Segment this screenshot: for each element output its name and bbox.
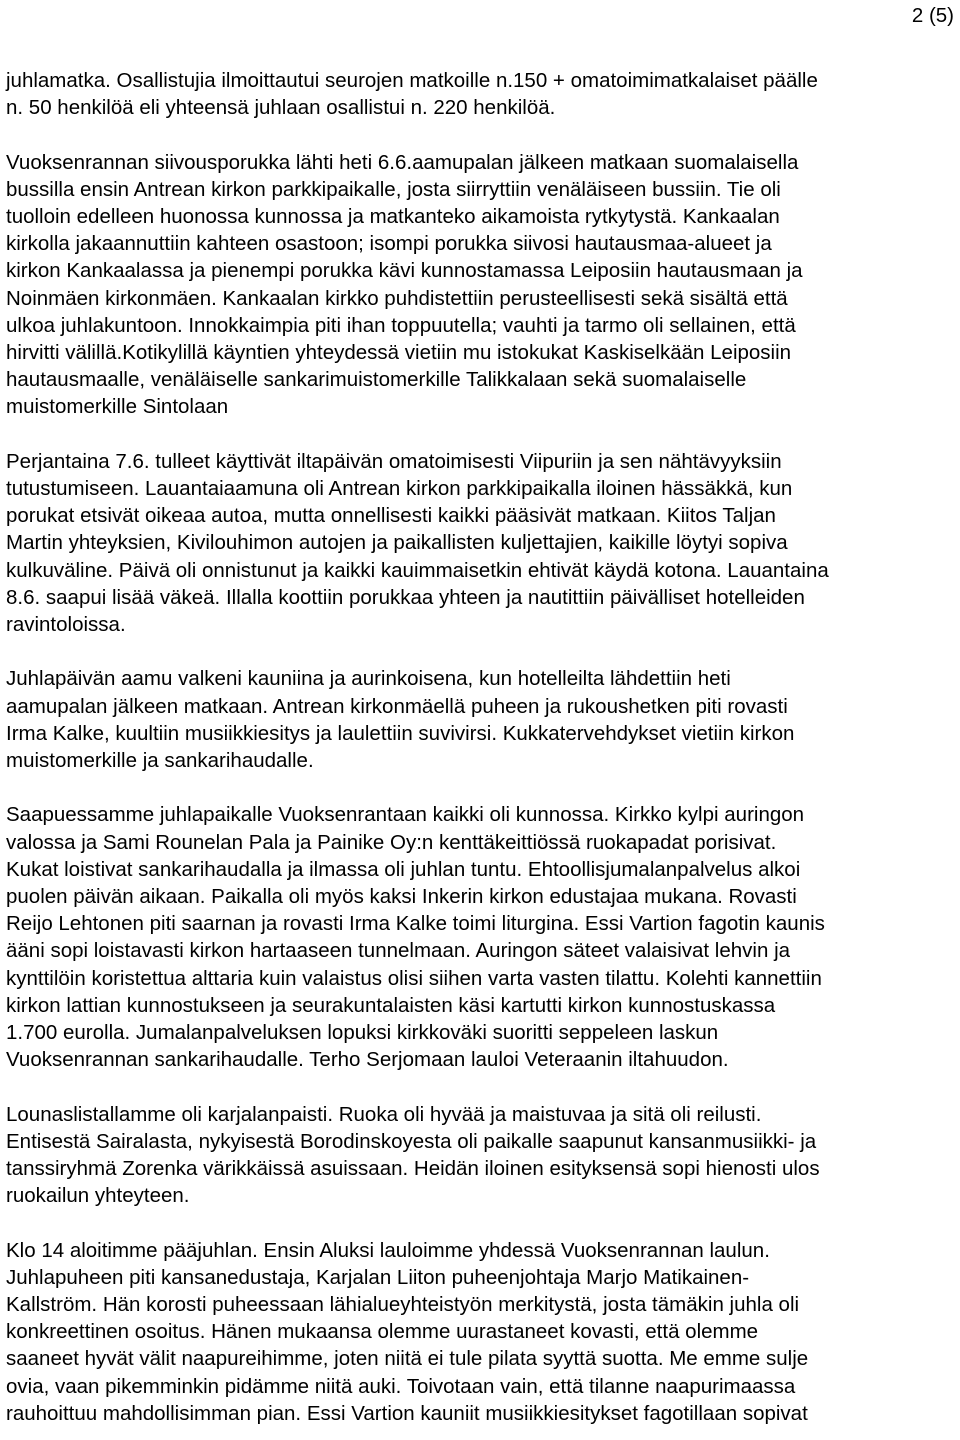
text-line: valossa ja Sami Rounelan Pala ja Painike Oy:n kenttäkeittiössä ruokapadat porisivat. xyxy=(6,830,777,854)
text-line: bussilla ensin Antrean kirkon parkkipaikalle, josta siirryttiin venäläiseen bussiin. Tie oli xyxy=(6,177,781,201)
paragraph-gap xyxy=(6,774,960,801)
text-line: Reijo Lehtonen piti saarnan ja rovasti Irma Kalke toimi liturgina. Essi Vartion fagotin kaunis xyxy=(6,912,825,936)
text-line: Vuoksenrannan sankarihaudalle. Terho Serjomaan lauloi Veteraanin iltahuudon. xyxy=(6,1048,729,1072)
text-line: kynttilöin koristettua alttaria kuin valaistus olisi siihen varta vasten tilattu. Kolehti kannettiin xyxy=(6,966,822,990)
text-line: ravintoloissa. xyxy=(6,613,126,637)
text-line: Martin yhteyksien, Kivilouhimon autojen ja paikallisten kuljettajien, kaikille löytyi sopiva xyxy=(6,531,788,555)
text-line: Klo 14 aloitimme pääjuhlan. Ensin Aluksi lauloimme yhdessä Vuoksenrannan laulun. xyxy=(6,1238,770,1262)
paragraph-6 xyxy=(6,1101,960,1210)
text-line: 1.700 eurolla. Jumalanpalveluksen lopuksi kirkkoväki suoritti seppeleen laskun xyxy=(6,1021,719,1045)
text-line: Kukat loistivat sankarihaudalla ja ilmassa oli juhlan tuntu. Ehtoollisjumalanpalvelus alkoi xyxy=(6,857,801,881)
text-line: aamupalan jälkeen matkaan. Antrean kirkonmäellä puheen ja rukoushetken piti rovasti xyxy=(6,694,788,718)
paragraph-7 xyxy=(6,1237,960,1427)
text-line: ovia, vaan pikemminkin pidämme niitä auki. Toivotaan vain, että tilanne naapurimaassa xyxy=(6,1374,796,1398)
text-line: ulkoa juhlakuntoon. Innokkaimpia piti ihan toppuutella; vauhti ja tarmo oli sellainen, että xyxy=(6,313,796,337)
text-line: muistomerkille Sintolaan xyxy=(6,395,229,419)
text-line: Noinmäen kirkonmäen. Kankaalan kirkko puhdistettiin perusteellisesti sekä sisältä että xyxy=(6,286,788,310)
paragraph-gap xyxy=(6,638,960,665)
text-line: saaneet hyvät välit naapureihimme, joten niitä ei tule pilata syyttä suotta. Me emme sulje xyxy=(6,1347,809,1371)
text-line: hirvitti välillä.Kotikylillä käyntien yhteydessä vietiin mu istokukat Kaskiselkään Leiposiin xyxy=(6,341,792,365)
text-line: Irma Kalke, kuultiin musiikkiesitys ja laulettiin suvivirsi. Kukkatervehdykset vietiin kirkon xyxy=(6,721,795,745)
text-line: kirkon lattian kunnostukseen ja seurakuntalaisten käsi kartutti kirkon kunnostuskassa xyxy=(6,993,776,1017)
paragraph-gap xyxy=(6,1073,960,1100)
text-line: Juhlapäivän aamu valkeni kauniina ja aurinkoisena, kun hotelleilta lähdettiin heti xyxy=(6,667,731,691)
text-line: Saapuessamme juhlapaikalle Vuoksenrantaan kaikki oli kunnossa. Kirkko kylpi auringon xyxy=(6,803,805,827)
text-line: tuolloin edelleen huonossa kunnossa ja matkanteko aikamoista rytkytystä. Kankaalan xyxy=(6,205,780,228)
paragraph-2 xyxy=(6,149,960,421)
paragraph-gap xyxy=(6,421,960,448)
paragraph-4 xyxy=(6,665,960,774)
text-line: konkreettinen osoitus. Hänen mukaansa olemme uurastaneet kovasti, että olemme xyxy=(6,1320,759,1344)
text-line: Lounaslistallamme oli karjalanpaisti. Ruoka oli hyvää ja maistuvaa ja sitä oli reilusti. xyxy=(6,1102,762,1126)
document-body xyxy=(6,67,960,1427)
text-line: puolen päivän aikaan. Paikalla oli myös kaksi Inkerin kirkon edustajaa mukana. Rovasti xyxy=(6,885,797,909)
text-line: porukat etsivät oikeaa autoa, mutta onnellisesti kaikki pääsivät matkaan. Kiitos Taljan xyxy=(6,504,776,528)
text-line: 8.6. saapui lisää väkeä. Illalla koottiin porukkaa yhteen ja nautittiin päivälliset hotelleiden xyxy=(6,585,805,609)
text-line: n. 50 henkilöä eli yhteensä juhlaan osallistui n. 220 henkilöä. xyxy=(6,96,556,120)
text-line: muistomerkille ja sankarihaudalle. xyxy=(6,749,314,773)
text-line: ääni sopi loistavasti kirkon hartaaseen tunnelmaan. Auringon säteet valaisivat lehvin ja xyxy=(6,939,791,963)
text-line: Perjantaina 7.6. tulleet käyttivät iltapäivän omatoimisesti Viipuriin ja sen nähtävyyksiin xyxy=(6,449,782,473)
paragraph-3 xyxy=(6,448,960,638)
text-line: kirkolla jakaannuttiin kahteen osastoon; isompi porukka siivosi hautausmaa-alueet ja xyxy=(6,232,772,256)
text-line: Kallström. Hän korosti puheessaan lähialueyhteistyön merkitystä, josta tämäkin juhla oli xyxy=(6,1293,800,1317)
text-line: kirkon Kankaalassa ja pienempi porukka kävi kunnostamassa Leiposiin hautausmaan ja xyxy=(6,259,803,283)
text-line: rauhoittuu mahdollisimman pian. Essi Vartion kauniit musiikkiesitykset fagotillaan sopivat xyxy=(6,1401,808,1425)
text-line: kulkuväline. Päivä oli onnistunut ja kaikki kauimmaisetkin ehtivät käydä kotona. Lauantaina xyxy=(6,558,829,582)
text-line: tutustumiseen. Lauantaiaamuna oli Antrean kirkon parkkipaikalla iloinen hässäkkä, kun xyxy=(6,477,793,501)
text-line: Juhlapuheen piti kansanedustaja, Karjalan Liiton puheenjohtaja Marjo Matikainen- xyxy=(6,1265,750,1289)
page-number: 2 (5) xyxy=(911,4,954,27)
text-line: juhlamatka. Osallistujia ilmoittautui seurojen matkoille n.150 + omatoimimatkalaiset päälle xyxy=(6,69,818,92)
paragraph-gap xyxy=(6,121,960,148)
text-line: tanssiryhmä Zorenka värikkäissä asuissaan. Heidän iloinen esityksensä sopi hienosti ulos xyxy=(6,1157,820,1181)
text-line: Entisestä Sairalasta, nykyisestä Borodinskoyesta oli paikalle saapunut kansanmusiikki- ja xyxy=(6,1129,817,1153)
paragraph-5 xyxy=(6,801,960,1073)
paragraph-gap xyxy=(6,1209,960,1236)
text-line: hautausmaalle, venäläiselle sankarimuistomerkille Talikkalaan sekä suomalaiselle xyxy=(6,368,747,392)
paragraph-1 xyxy=(6,67,960,121)
text-line: ruokailun yhteyteen. xyxy=(6,1184,190,1208)
text-line: Vuoksenrannan siivousporukka lähti heti 6.6.aamupalan jälkeen matkaan suomalaisella xyxy=(6,150,799,174)
